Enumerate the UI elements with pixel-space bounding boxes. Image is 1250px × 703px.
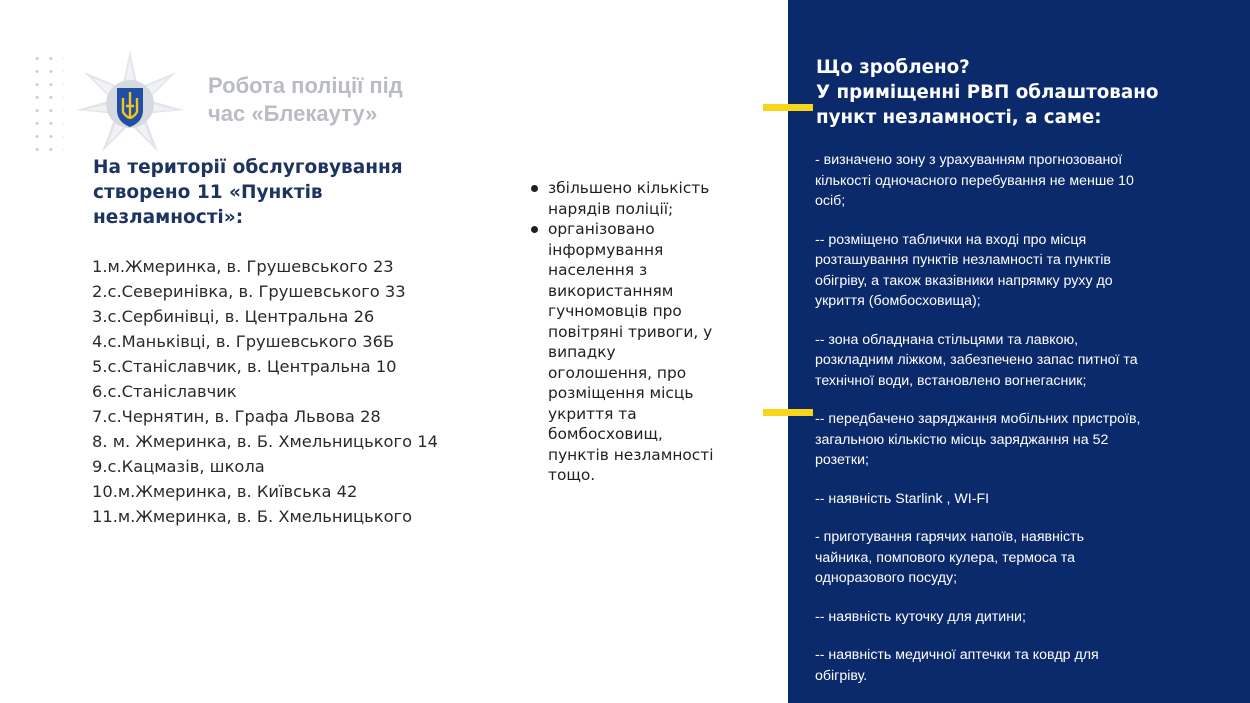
panel-item-line: обігріву. [815,667,868,684]
panel-item-line: -- зона обладнана стільцями та лавкою, [815,331,1079,348]
bullet-line: бомбосховищ, [548,425,663,443]
bullet-line: використанням [548,281,674,300]
address-item: 7.с.Чернятин, в. Графа Львова 28 [92,407,381,426]
bullet-dot-icon [531,226,538,233]
bullet-item-informing [528,219,738,486]
panel-item-line: -- розміщено таблички на вході про місця [815,231,1087,248]
bullet-line: випадку [548,343,616,361]
panel-item-line: розташування пунктів незламності та пунктів [815,252,1111,268]
address-item: 10.м.Жмеринка, в. Київська 42 [92,482,358,501]
measures-bullet-list [528,178,738,486]
bullet-line: повітряні тривоги, у [548,322,713,341]
panel-item-charging [815,409,1220,471]
decorative-dot-grid [30,52,64,152]
panel-item-signs [815,230,1220,312]
panel-item-line: загальною кількістю місць заряджання на 52 [815,431,1109,448]
panel-item-line: - визначено зону з урахуванням прогнозованої [815,152,1123,168]
panel-heading-line: Що зроблено? [816,57,970,78]
panel-item-line: укриття (бомбосховища); [815,293,981,309]
panel-item-equipment [815,330,1220,392]
page-title [208,72,468,128]
bullet-line: організовано [548,220,655,238]
address-item: 1.м.Жмеринка, в. Грушевського 23 [92,257,394,276]
panel-heading-line: У приміщенні РВП облаштовано [816,82,1159,103]
section-heading-line: незламності»: [93,207,244,228]
panel-item-line: одноразового посуду; [815,570,958,586]
panel-item-line: чайника, помпового кулера, термоса та [815,549,1076,566]
accent-bar [763,409,813,416]
bullet-dot-icon [531,185,538,192]
panel-item-line: -- наявність Starlink , WI-FI [815,490,990,507]
bullet-line: розміщення місць [548,384,694,402]
panel-item-hot-drinks [815,527,1220,589]
page-title-line: час «Блекауту» [208,101,378,126]
bullet-line: пунктів незламності [548,445,714,464]
bullet-line: гучномовців про [548,302,682,320]
panel-item-line: розетки; [815,452,869,468]
section-heading-line: створено 11 «Пунктів [93,182,323,203]
panel-heading-line: пункт незламності, а саме: [816,107,1102,128]
panel-item-line: розкладним ліжком, забезпечено запас питної та [815,352,1138,368]
address-item: 4.с.Маньківці, в. Грушевського 36Б [92,332,395,351]
panel-item-line: обігріву, а також вказівники напрямку руху до [815,272,1113,289]
address-item: 8. м. Жмеринка, в. Б. Хмельницького 14 [92,432,438,451]
bullet-line: нарядів поліції; [548,199,674,218]
bullet-line: укриття та [548,404,637,423]
address-list [92,254,512,529]
panel-items-list [815,150,1220,703]
bullet-line: тощо. [548,466,596,484]
section-heading [93,155,423,230]
panel-heading [816,55,1236,130]
panel-item-line: кількості одночасного перебування не менше 10 [815,172,1134,189]
panel-item-line: -- передбачено заряджання мобільних пристроїв, [815,411,1141,427]
bullet-line: населення з [548,261,648,279]
bullet-line: інформування [548,240,664,259]
panel-item-kids-corner [815,607,1220,628]
section-heading-line: На території обслуговування [93,157,403,178]
panel-item-first-aid [815,645,1220,686]
address-item: 9.с.Кацмазів, школа [92,457,265,476]
panel-item-line: технічної води, встановлено вогнегасник; [815,372,1087,389]
address-item: 6.с.Станіславчик [92,382,237,401]
bullet-line: оголошення, про [548,363,687,382]
address-item: 3.с.Сербинівці, в. Центральна 26 [92,307,375,326]
address-item: 11.м.Жмеринка, в. Б. Хмельницького [92,507,413,526]
panel-item-line: -- наявність куточку для дитини; [815,608,1026,625]
address-item: 5.с.Станіславчик, в. Центральна 10 [92,357,397,376]
bullet-line: збільшено кількість [548,179,710,197]
accent-bar [763,104,813,111]
panel-item-line: - приготування гарячих напоїв, наявність [815,529,1085,545]
bullet-item-patrols [528,178,738,219]
police-star-badge-icon [74,48,186,160]
address-item: 2.с.Северинівка, в. Грушевського 33 [92,282,406,301]
page-title-line: Робота поліції під [208,73,403,98]
panel-item-connectivity [815,489,1220,510]
panel-item-line: осіб; [815,193,846,209]
panel-item-line: -- наявність медичної аптечки та ковдр для [815,647,1099,663]
panel-item-zone [815,150,1220,212]
